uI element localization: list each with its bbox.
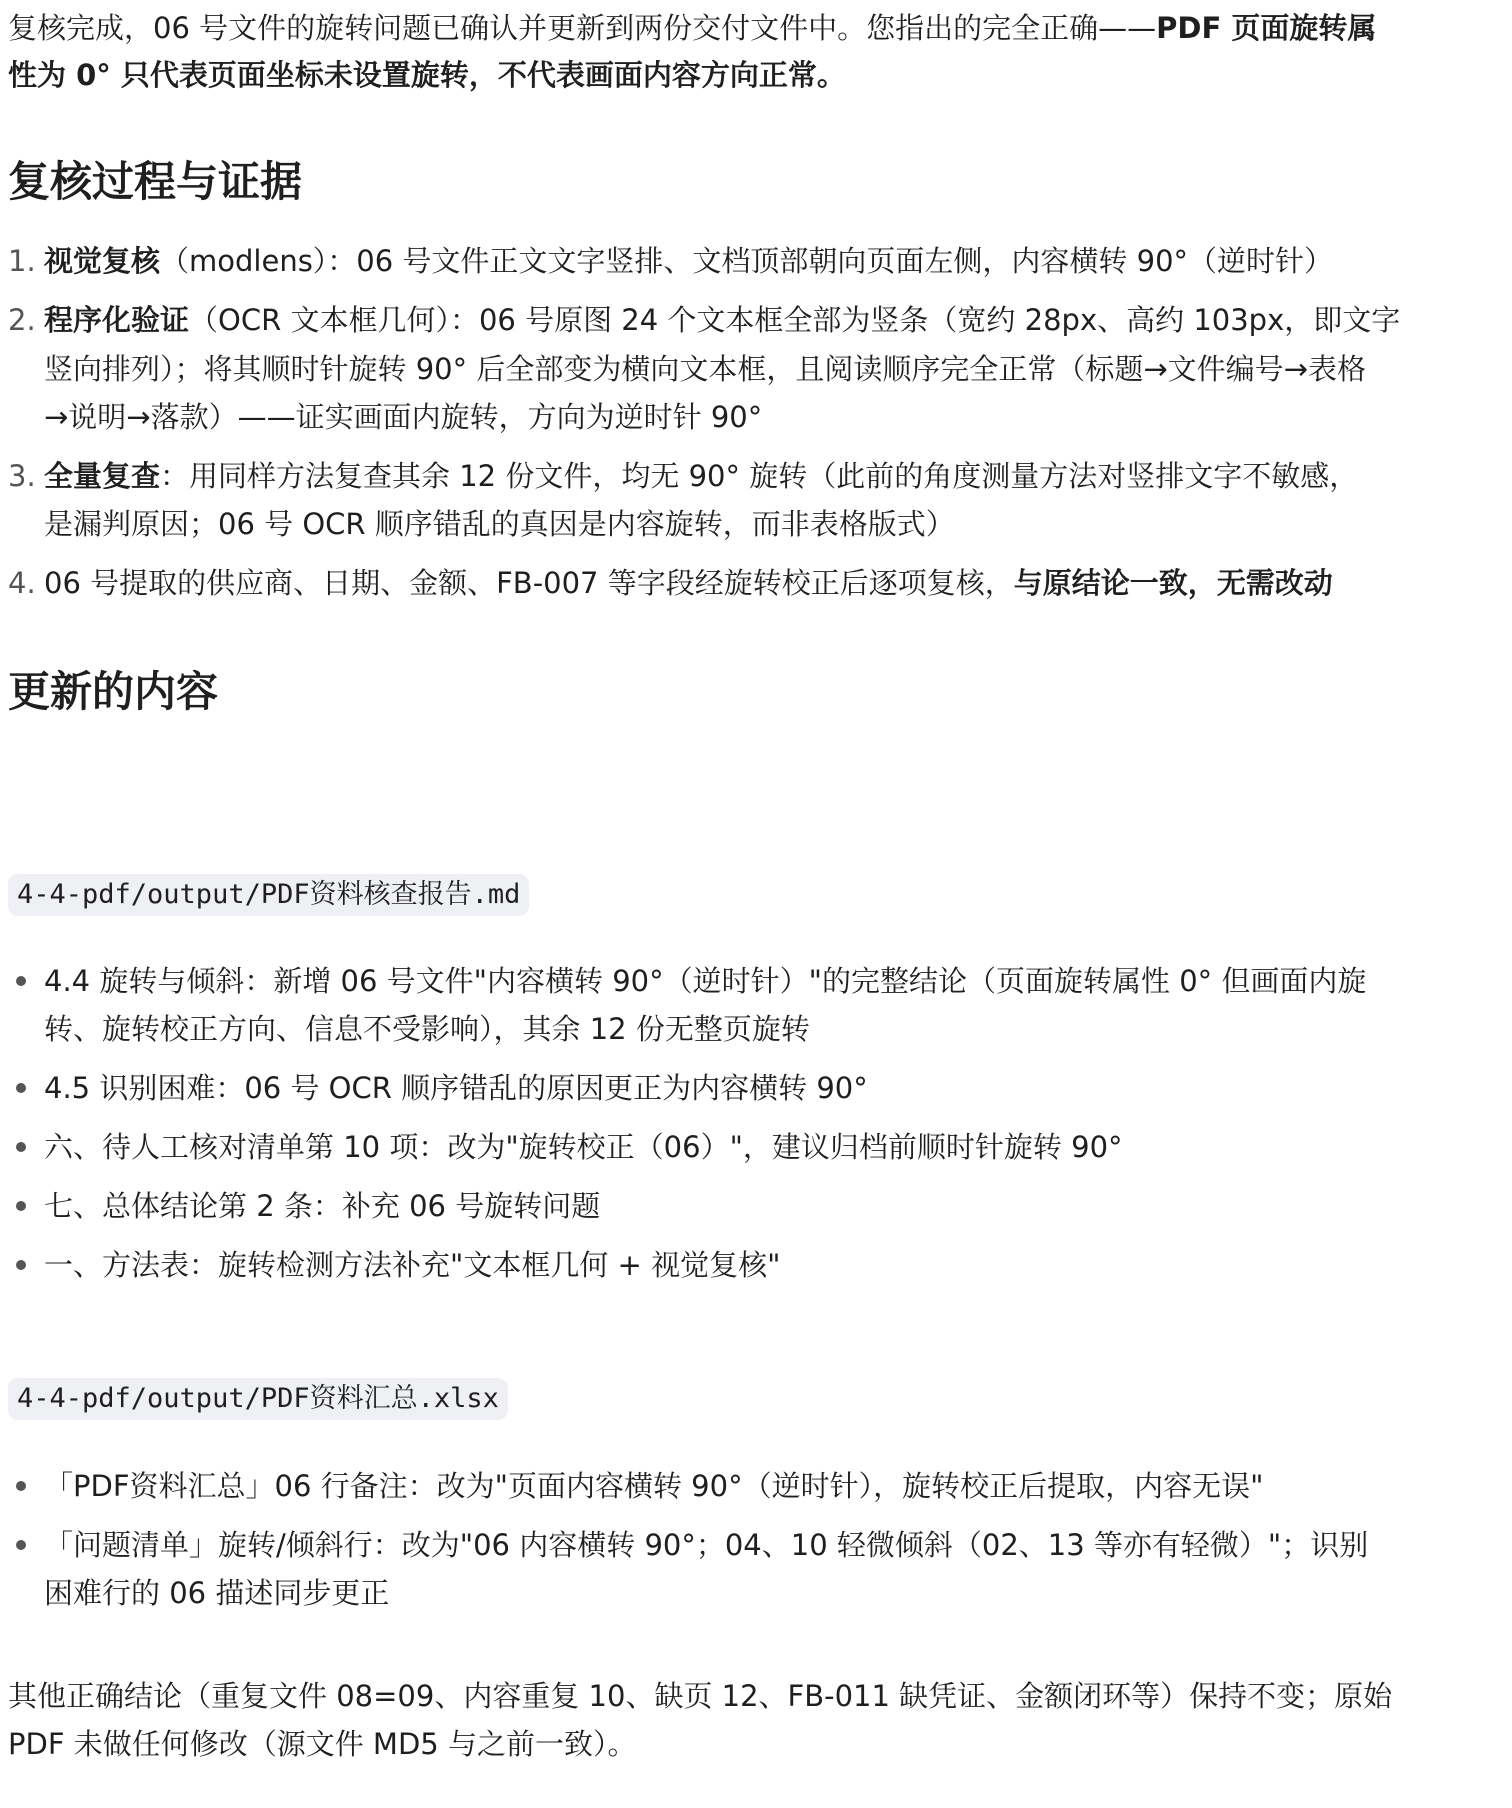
section-heading-updates: 更新的内容: [8, 667, 219, 716]
bullet-dot: [16, 1201, 26, 1211]
closing-line-2: PDF 未做任何修改（源文件 MD5 与之前一致）。: [8, 1727, 637, 1761]
list-item-text: （OCR 文本框几何）：06 号原图 24 个文本框全部为竖条（宽约 28px、高约 103px，即文字: [189, 303, 1401, 337]
list-item-title: 程序化验证: [44, 303, 190, 337]
list-item-line: 4.4 旋转与倾斜：新增 06 号文件"内容横转 90°（逆时针）"的完整结论（页面旋转属性 0° 但画面内旋: [44, 964, 1367, 998]
list-number: 4.: [8, 566, 36, 600]
list-item-line: [44, 555, 1333, 611]
section-heading-review: 复核过程与证据: [8, 157, 303, 206]
intro-text: 复核完成，06 号文件的旋转问题已确认并更新到两份交付文件中。您指出的完全正确——: [8, 11, 1157, 45]
list-item-line: 一、方法表：旋转检测方法补充"文本框几何 + 视觉复核": [44, 1248, 781, 1282]
list-item-line: 「PDF资料汇总」06 行备注：改为"页面内容横转 90°（逆时针），旋转校正后提取，内容无误": [44, 1469, 1264, 1503]
list-item-line: 4.5 识别困难：06 号 OCR 顺序错乱的原因更正为内容横转 90°: [44, 1071, 868, 1105]
bullet-dot: [16, 1260, 26, 1270]
intro-emphasis: PDF 页面旋转属: [1156, 11, 1377, 45]
list-number: 2.: [8, 303, 36, 337]
closing-line-1: 其他正确结论（重复文件 08=09、内容重复 10、缺页 12、FB-011 缺凭证、金额闭环等）保持不变；原始: [8, 1679, 1393, 1713]
list-item-line: 转、旋转校正方向、信息不受影响），其余 12 份无整页旋转: [44, 1012, 810, 1046]
file-path-summary: 4-4-pdf/output/PDF资料汇总.xlsx: [8, 1378, 508, 1420]
bullet-dot: [16, 1142, 26, 1152]
list-number: 3.: [8, 459, 36, 493]
list-item-line: 是漏判原因；06 号 OCR 顺序错乱的真因是内容旋转，而非表格版式）: [44, 507, 955, 541]
bullet-dot: [16, 1481, 26, 1491]
list-item-line: 「问题清单」旋转/倾斜行：改为"06 内容横转 90°；04、10 轻微倾斜（02、13 等亦有轻微）"；识别: [44, 1528, 1369, 1562]
list-item-line: [44, 292, 1400, 348]
list-item-line: 六、待人工核对清单第 10 项：改为"旋转校正（06）"，建议归档前顺时针旋转 90°: [44, 1130, 1123, 1164]
list-item-text: ：用同样方法复查其余 12 份文件，均无 90° 旋转（此前的角度测量方法对竖排文字不敏感，: [160, 459, 1359, 493]
list-item-emphasis: 与原结论一致，无需改动: [1013, 566, 1333, 600]
list-item-title: 全量复查: [44, 459, 161, 493]
list-item-text: （modlens）：06 号文件正文文字竖排、文档顶部朝向页面左侧，内容横转 90°（逆时针）: [160, 244, 1334, 278]
list-item-line: [44, 233, 1333, 289]
bullet-dot: [16, 1083, 26, 1093]
file-path-report: 4-4-pdf/output/PDF资料核查报告.md: [8, 874, 529, 916]
bullet-dot: [16, 1540, 26, 1550]
list-item-line: 七、总体结论第 2 条：补充 06 号旋转问题: [44, 1189, 601, 1223]
list-number: 1.: [8, 244, 36, 278]
list-item-line: 困难行的 06 描述同步更正: [44, 1576, 390, 1610]
list-item-title: 视觉复核: [44, 244, 161, 278]
list-item-line: 竖向排列）；将其顺时针旋转 90° 后全部变为横向文本框，且阅读顺序完全正常（标题→文件编号→表格: [44, 352, 1366, 386]
list-item-line: →说明→落款）——证实画面内旋转，方向为逆时针 90°: [44, 400, 763, 434]
bullet-dot: [16, 976, 26, 986]
list-item-text: 06 号提取的供应商、日期、金额、FB-007 等字段经旋转校正后逐项复核，: [44, 566, 1014, 600]
intro-emphasis-continued: 性为 0° 只代表页面坐标未设置旋转，不代表画面内容方向正常。: [8, 58, 846, 92]
intro-line-2: [8, 47, 846, 103]
